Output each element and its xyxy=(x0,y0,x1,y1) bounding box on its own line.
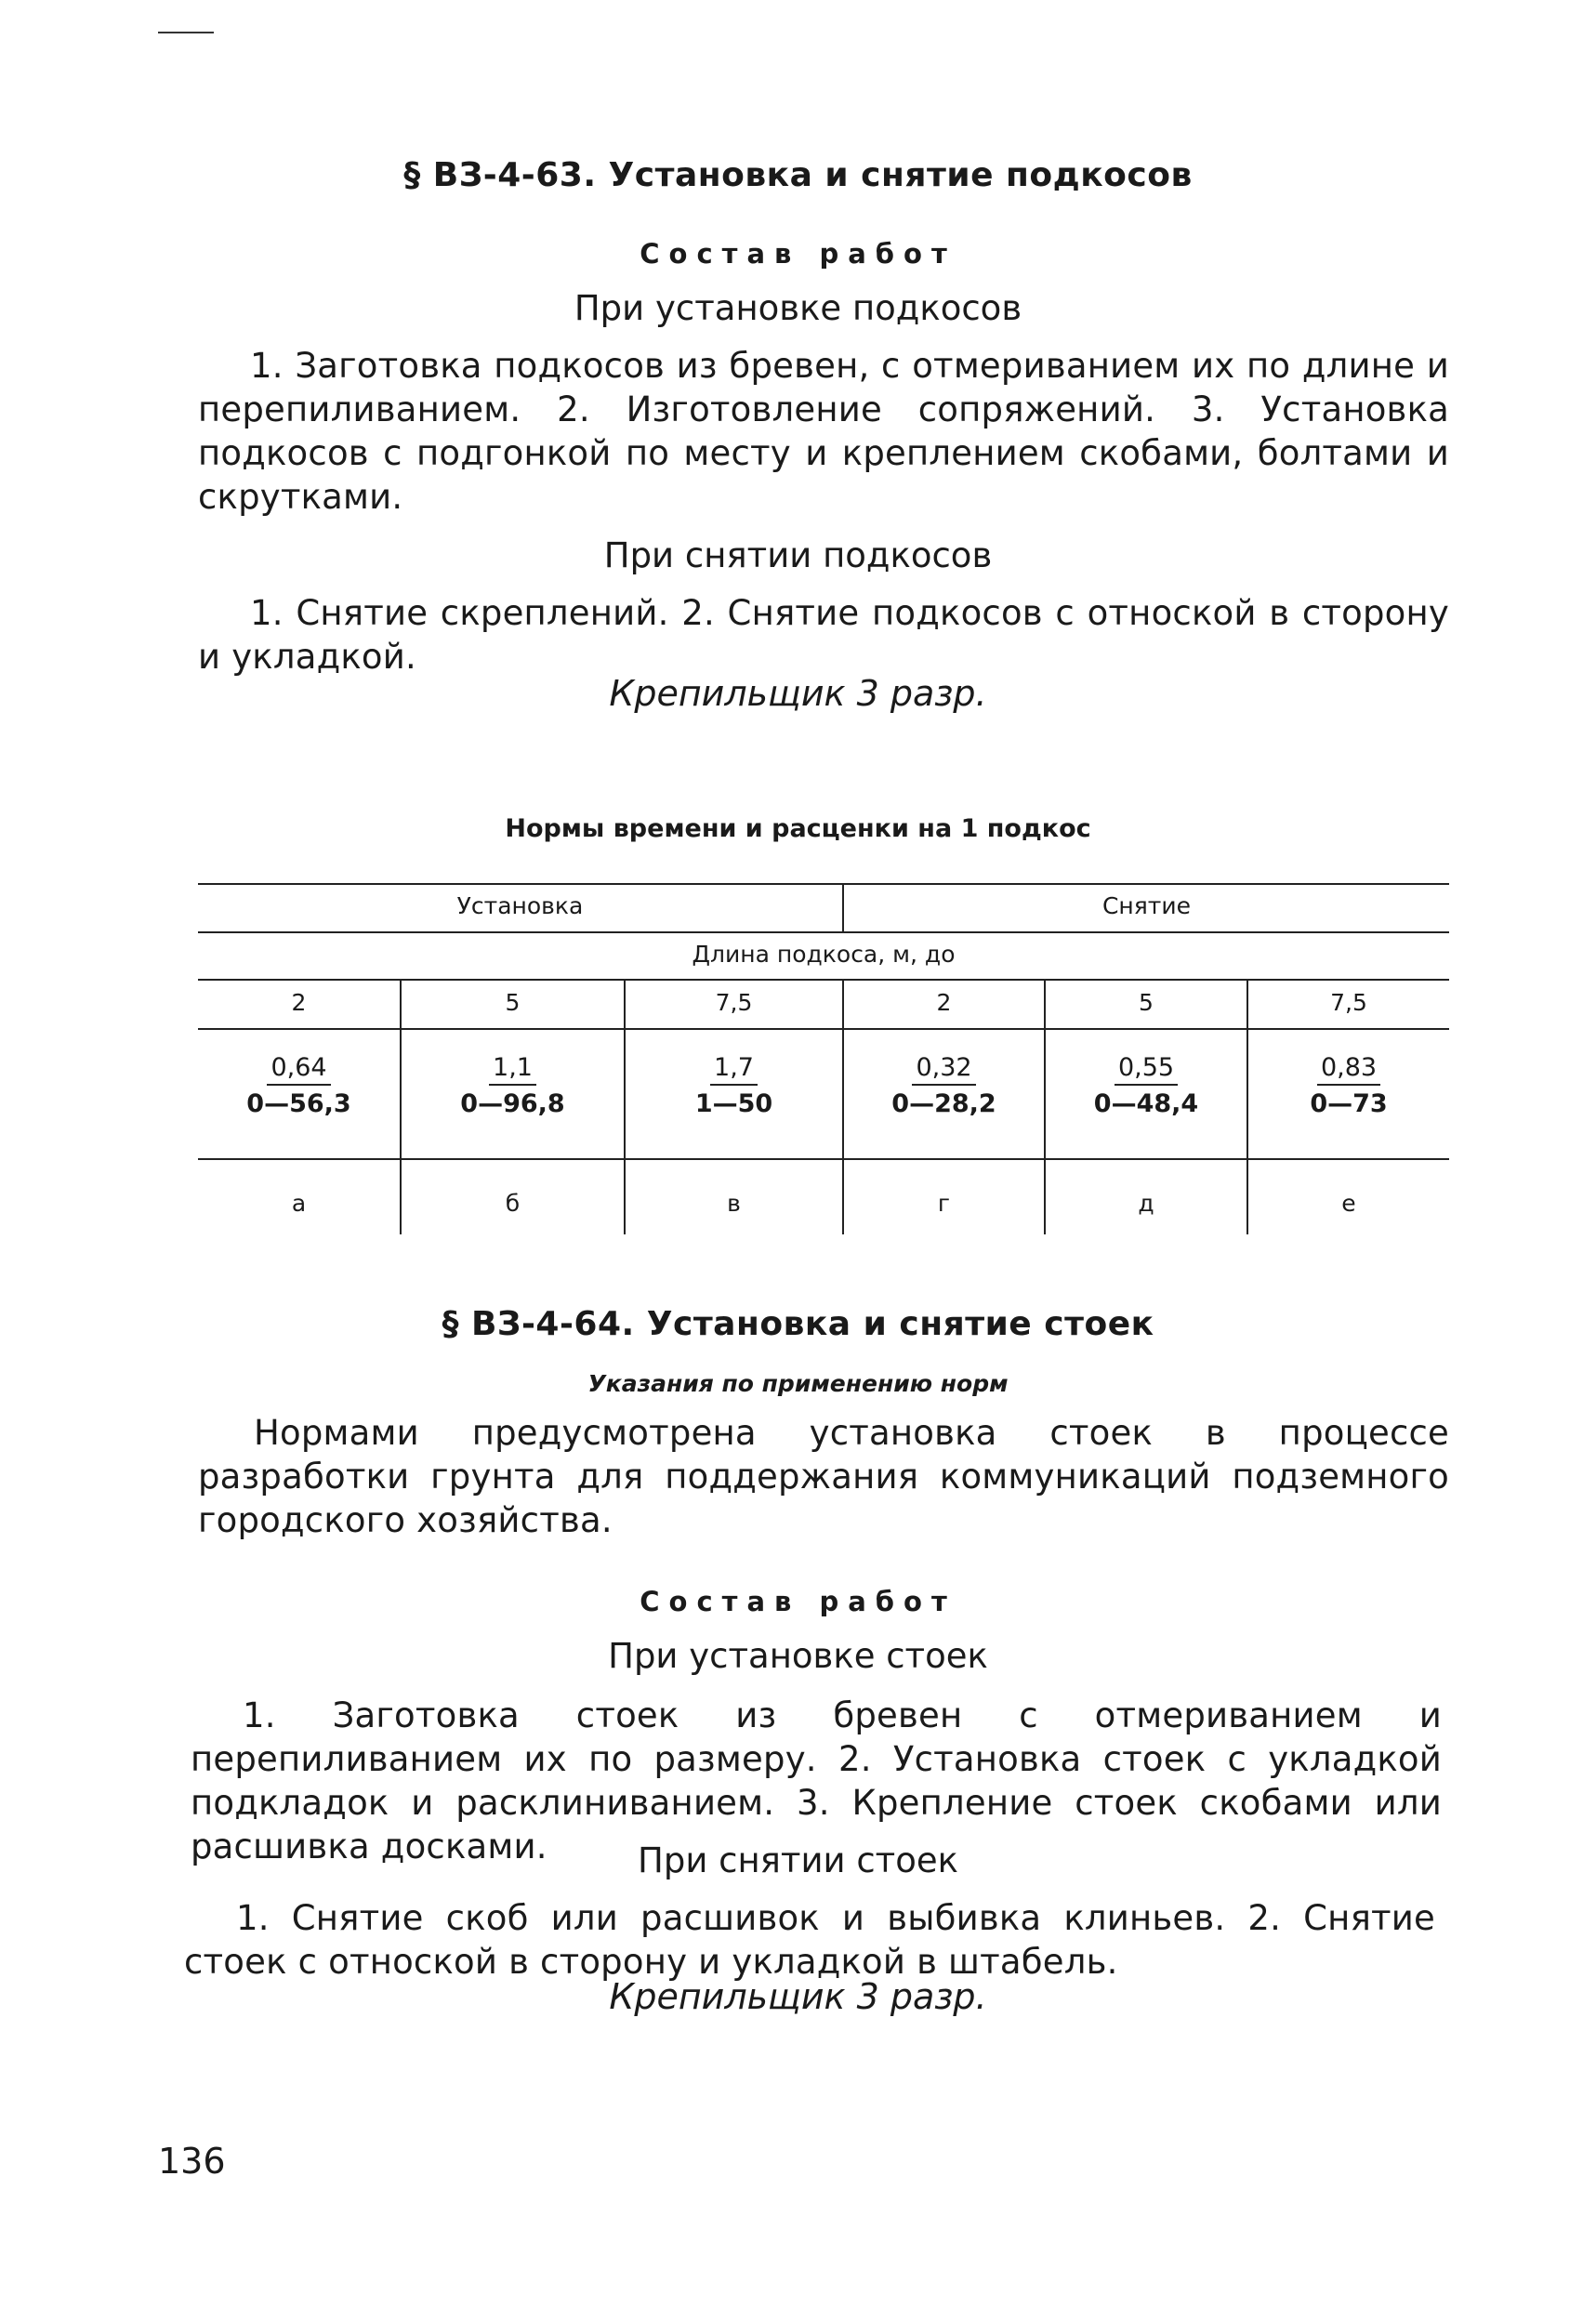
removal-subheading: При снятии подкосов xyxy=(603,535,993,575)
rate-value: 0—96,8 xyxy=(460,1089,565,1118)
norm-value: 0,64 xyxy=(267,1052,330,1086)
install-subheading-2: При установке стоек xyxy=(608,1636,988,1676)
section-title-2: § ВЗ-4-64. Установка и снятие стоек xyxy=(442,1305,1154,1343)
top-rule xyxy=(158,32,214,33)
rate-value: 0—28,2 xyxy=(891,1089,996,1118)
column-letter: е xyxy=(1341,1190,1356,1217)
install-text: 1. Заготовка подкосов из бревен, с отмериванием их по длине и перепиливанием. 2. Изготовление сопряжений. 3. Установка подкосов с подгонкой по месту и креплением скобами, болтами и скрутками. xyxy=(198,346,1449,517)
length-header: Длина подкоса, м, до xyxy=(692,941,956,968)
norm-value: 1,1 xyxy=(489,1052,536,1086)
column-letter: б xyxy=(505,1190,521,1217)
removal-paragraph-2 xyxy=(184,1896,1435,1984)
length-cell: 5 xyxy=(1139,989,1154,1016)
removal-subheading-2: При снятии стоек xyxy=(638,1840,958,1880)
guidance-heading: Указания по применению норм xyxy=(587,1370,1009,1397)
removal-text-2: 1. Снятие скоб или расшивок и выбивка клиньев. 2. Снятие стоек с отноской в сторону и укладкой в штабель. xyxy=(184,1898,1435,1982)
norm-value: 0,32 xyxy=(912,1052,975,1086)
guidance-paragraph xyxy=(198,1411,1449,1542)
composition-heading: Состав работ xyxy=(640,238,956,270)
length-cell: 5 xyxy=(505,989,521,1016)
worker-grade: Крепильщик 3 разр. xyxy=(609,673,987,714)
column-letter: д xyxy=(1138,1190,1154,1217)
column-letter: г xyxy=(937,1190,951,1217)
length-cell: 2 xyxy=(291,989,307,1016)
rate-value: 0—56,3 xyxy=(246,1089,351,1118)
norm-rate-cell xyxy=(1046,1052,1246,1123)
worker-grade-2: Крепильщик 3 разр. xyxy=(609,1976,987,2017)
length-cell: 7,5 xyxy=(715,989,753,1016)
norm-rate-cell xyxy=(844,1052,1044,1123)
composition-heading-2: Состав работ xyxy=(640,1586,956,1617)
install-subheading: При установке подкосов xyxy=(574,288,1022,328)
norm-rate-cell xyxy=(198,1052,400,1123)
table-rule xyxy=(198,979,1449,981)
table-rule xyxy=(198,883,1449,885)
norm-rate-cell xyxy=(402,1052,624,1123)
table-title: Нормы времени и расценки на 1 подкос xyxy=(505,814,1091,843)
install-text-2: 1. Заготовка стоек из бревен с отмериванием и перепиливанием их по размеру. 2. Установка стоек с укладкой подкладок и расклиниванием. 3. Крепление стоек скобами или расшивка досками. xyxy=(191,1695,1442,1866)
removal-text: 1. Снятие скреплений. 2. Снятие подкосов с отноской в сторону и укладкой. xyxy=(198,593,1449,677)
section-title: § ВЗ-4-63. Установка и снятие подкосов xyxy=(403,156,1193,194)
norm-value: 1,7 xyxy=(710,1052,758,1086)
page-number: 136 xyxy=(158,2141,226,2182)
rate-value: 0—48,4 xyxy=(1093,1089,1199,1118)
norms-table xyxy=(198,883,1449,1236)
column-letter: а xyxy=(291,1190,307,1217)
norm-value: 0,55 xyxy=(1115,1052,1178,1086)
removal-paragraph xyxy=(198,591,1449,679)
header-removal: Снятие xyxy=(1101,892,1192,919)
column-letter: в xyxy=(727,1190,741,1217)
rate-value: 1—50 xyxy=(694,1089,773,1118)
table-rule xyxy=(198,931,1449,933)
guidance-text: Нормами предусмотрена установка стоек в процессе разработки грунта для поддержания коммуникаций подземного городского хозяйства. xyxy=(198,1413,1449,1540)
norm-rate-cell xyxy=(626,1052,842,1123)
norm-rate-cell xyxy=(1248,1052,1449,1123)
length-cell: 2 xyxy=(936,989,952,1016)
rate-value: 0—73 xyxy=(1310,1089,1388,1118)
install-paragraph xyxy=(198,344,1449,519)
table-rule xyxy=(198,1028,1449,1030)
table-rule xyxy=(198,1158,1449,1160)
header-install: Установка xyxy=(456,892,584,919)
norm-value: 0,83 xyxy=(1317,1052,1380,1086)
length-cell: 7,5 xyxy=(1330,989,1367,1016)
